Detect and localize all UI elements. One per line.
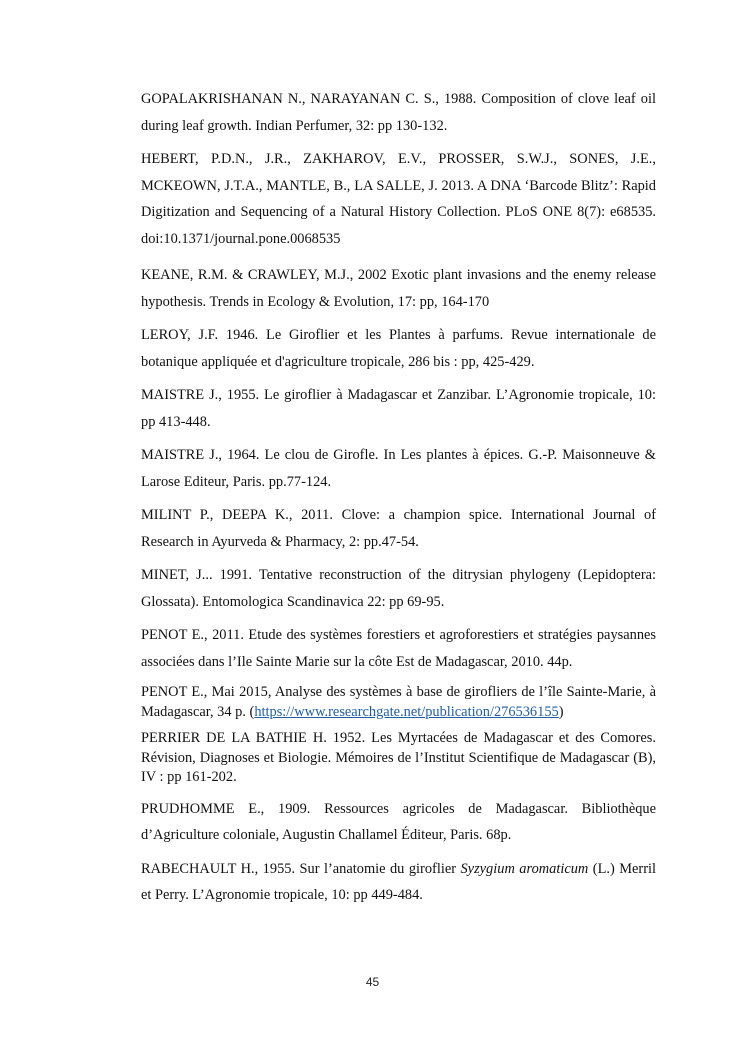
page-number: 45 (365, 975, 380, 989)
reference-rabechault-rest: (L.) Merril et Perry. L’Agronomie tropicale, 10: pp 449-484. (141, 860, 657, 903)
reference-penot-2011: PENOT E., 2011. Etude des systèmes forestiers et agroforestiers et stratégies paysannes associées dans l’Ile Sainte Marie sur la côte Est de Madagascar, 2010. 44p. (141, 627, 656, 670)
reference-penot-2015-close: ) (558, 703, 564, 720)
researchgate-link[interactable]: https://www.researchgate.net/publication/276536155 (254, 703, 559, 720)
reference-milint: MILINT P., DEEPA K., 2011. Clove: a champion spice. International Journal of Research in Ayurveda & Pharmacy, 2: pp.47-54. (141, 507, 656, 550)
reference-keane: KEANE, R.M. & CRAWLEY, M.J., 2002 Exotic plant invasions and the enemy release hypothesis. Trends in Ecology & Evolution, 17: pp, 164-170 (141, 267, 656, 310)
reference-penot-2015-text: PENOT E., Mai 2015, Analyse des systèmes à base de girofliers de l’île Sainte-Marie, à Madagascar, 34 p. ( (141, 684, 656, 720)
reference-maistre-1955: MAISTRE J., 1955. Le giroflier à Madagascar et Zanzibar. L’Agronomie tropicale, 10: pp 413-448. (141, 387, 656, 430)
reference-maistre-1964: MAISTRE J., 1964. Le clou de Girofle. In Les plantes à épices. G.-P. Maisonneuve & Larose Editeur, Paris. pp.77-124. (141, 447, 656, 490)
reference-list (141, 86, 656, 909)
reference-hebert: HEBERT, P.D.N., J.R., ZAKHAROV, E.V., PROSSER, S.W.J., SONES, J.E., MCKEOWN, J.T.A., MANTLE, B., LA SALLE, J. 2013. A DNA ‘Barcode Blitz’: Rapid Digitization and Sequencing of a Natural History Collection. PLoS ONE 8(7): e68535. doi:10.1371/journal.pone.0068535 (141, 151, 656, 247)
species-name: Syzygium aromaticum (460, 860, 589, 877)
reference-gopalakrishanan: GOPALAKRISHANAN N., NARAYANAN C. S., 1988. Composition of clove leaf oil during leaf growth. Indian Perfumer, 32: pp 130-132. (141, 91, 656, 134)
reference-penot-2015 (141, 683, 656, 722)
reference-prudhomme: PRUDHOMME E., 1909. Ressources agricoles de Madagascar. Bibliothèque d’Agriculture coloniale, Augustin Challamel Éditeur, Paris. 68p. (141, 800, 656, 843)
reference-perrier-de-la-bathie: PERRIER DE LA BATHIE H. 1952. Les Myrtacées de Madagascar et des Comores. Révision, Diagnoses et Biologie. Mémoires de l’Institut Scientifique de Madagascar (B), IV : pp 161-202. (141, 730, 656, 785)
reference-rabechault (141, 856, 656, 909)
reference-rabechault-text: RABECHAULT H., 1955. Sur l’anatomie du giroflier (141, 860, 461, 877)
reference-minet: MINET, J... 1991. Tentative reconstruction of the ditrysian phylogeny (Lepidoptera: Glossata). Entomologica Scandinavica 22: pp 69-95. (141, 567, 656, 610)
reference-leroy: LEROY, J.F. 1946. Le Giroflier et les Plantes à parfums. Revue internationale de botanique appliquée et d'agriculture tropicale, 286 bis : pp, 425-429. (141, 327, 656, 370)
